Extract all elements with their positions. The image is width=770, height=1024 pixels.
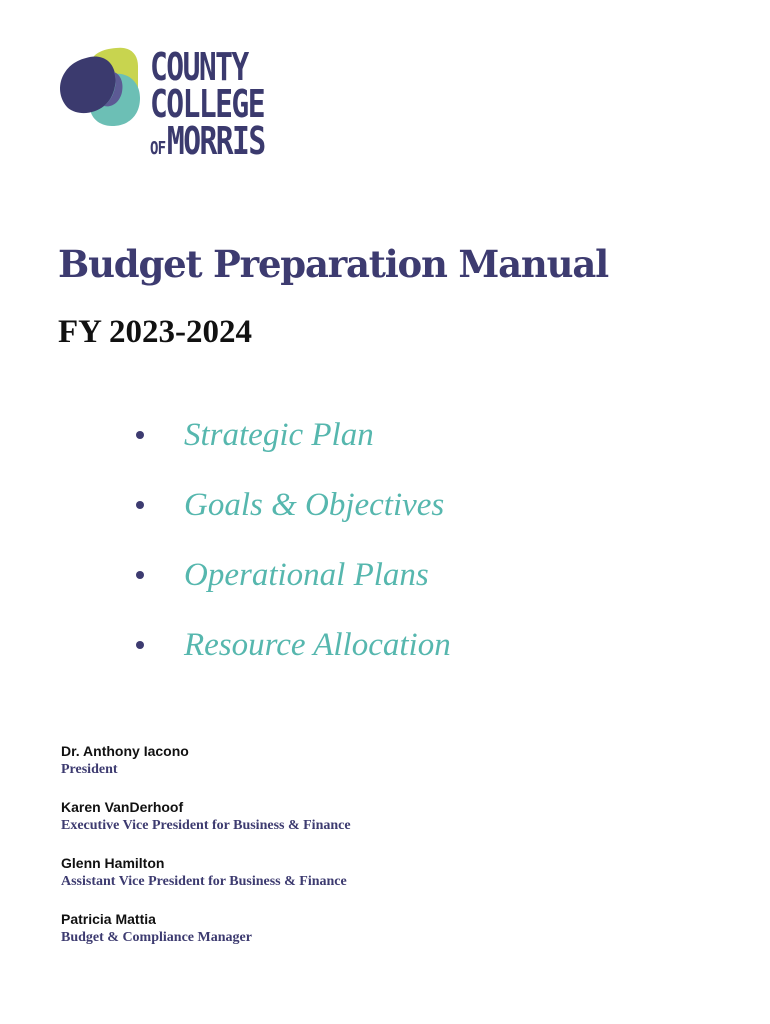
staff-role: Assistant Vice President for Business & Finance [61, 874, 347, 889]
logo-mark-icon [58, 44, 148, 134]
staff-name: Dr. Anthony Iacono [61, 743, 189, 759]
topic-label: Resource Allocation [184, 626, 451, 663]
topic-item [128, 610, 451, 680]
topic-label: Strategic Plan [184, 416, 374, 453]
topic-item [128, 400, 451, 470]
bullet-icon [136, 501, 144, 509]
staff-entry [61, 854, 661, 910]
topic-item [128, 540, 451, 610]
staff-list [61, 742, 661, 966]
staff-name: Patricia Mattia [61, 911, 156, 927]
logo-wordmark [150, 45, 297, 163]
bullet-icon [136, 641, 144, 649]
staff-entry [61, 742, 661, 798]
bullet-icon [136, 431, 144, 439]
topic-item [128, 470, 451, 540]
staff-entry [61, 910, 661, 966]
college-logo [58, 44, 265, 163]
fiscal-year: FY 2023-2024 [58, 314, 253, 350]
logo-morris: MORRIS [166, 119, 265, 163]
staff-entry [61, 798, 661, 854]
logo-of: OF [150, 138, 166, 159]
bullet-icon [136, 571, 144, 579]
staff-name: Glenn Hamilton [61, 855, 165, 871]
staff-name: Karen VanDerhoof [61, 799, 184, 815]
logo-line-morris [150, 119, 265, 163]
staff-role: Budget & Compliance Manager [61, 930, 252, 945]
logo-line-college: COLLEGE [150, 82, 265, 126]
topic-label: Goals & Objectives [184, 486, 445, 523]
topic-list [128, 400, 451, 680]
topic-label: Operational Plans [184, 556, 429, 593]
staff-role: Executive Vice President for Business & Finance [61, 818, 351, 833]
document-title: Budget Preparation Manual [58, 242, 608, 286]
logo-line-county: COUNTY [150, 45, 248, 89]
staff-role: President [61, 762, 118, 777]
